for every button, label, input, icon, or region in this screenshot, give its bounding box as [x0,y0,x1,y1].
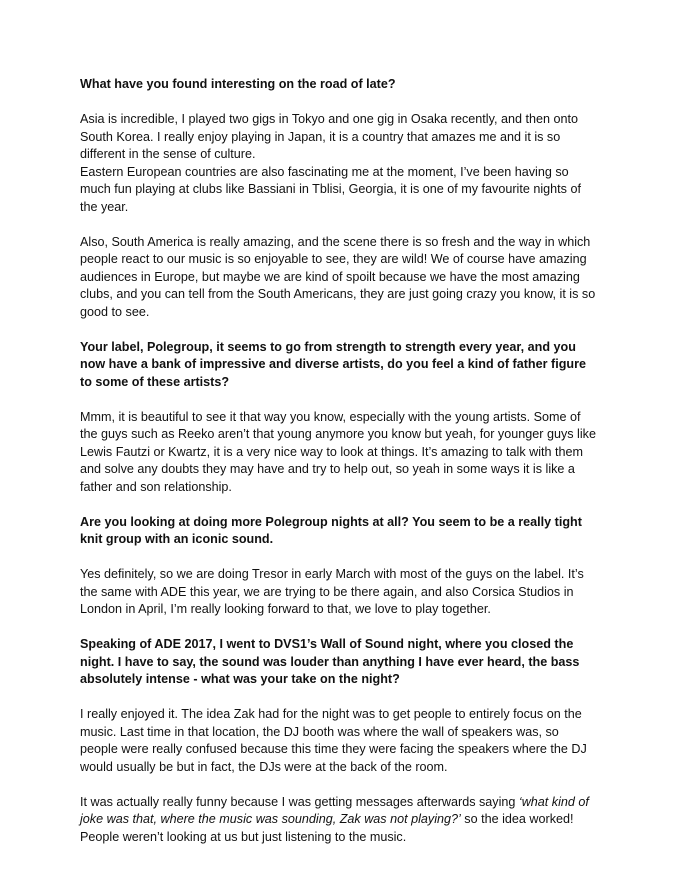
answer-funny-messages-before: It was actually really funny because I was getting messages afterwards saying [80,794,519,809]
question-polegroup-label: Your label, Polegroup, it seems to go from strength to strength every year, and you now have a bank of impressive and diverse artists, do you feel a kind of father figure to some of these artists? [80,339,586,389]
quoted-message: ‘what kind of joke was that, where the music was sounding, Zak was not playing?’ [80,794,589,826]
answer-tresor-ade: Yes definitely, so we are doing Tresor in early March with most of the guys on the label. It’s the same with ADE this year, we are trying to be there again, and also Corsica Studios in London in April, I’m really looking forward to that, we love to play together. [80,567,584,616]
answer-funny-messages-after: so the idea worked! People weren’t looking at us but just listening to the music. [80,812,574,844]
question-ade-2017: Speaking of ADE 2017, I went to DVS1’s Wall of Sound night, where you closed the night. I have to say, the sound was louder than anything I have ever heard, the bass absolutely intense - what was your take on the night? [80,637,580,686]
answer-wall-of-sound: I really enjoyed it. The idea Zak had for the night was to get people to entirely focus on the music. Last time in that location, the DJ booth was where the wall of speakers was, so people were really confused because this time they were facing the speakers where the DJ would usually be but in fact, the DJs were at the back of the room. [80,707,587,774]
answer-eastern-europe: Eastern European countries are also fascinating me at the moment, I’ve been having so much fun playing at clubs like Bassiani in Tblisi, Georgia, it is one of my favourite nights of the year. [80,164,581,214]
answer-asia: Asia is incredible, I played two gigs in Tokyo and one gig in Osaka recently, and then onto South Korea. I really enjoy playing in Japan, it is a country that amazes me and it is so different in the sense of culture. [80,112,578,161]
answer-father-figure: Mmm, it is beautiful to see it that way you know, especially with the young artists. Some of the guys such as Reeko aren’t that young anymore you know but yeah, for younger guys like Lewis Fautzi or Kwartz, it is a very nice way to look at things. It’s amazing to talk with them and solve any doubts they may have and try to help out, so yeah in some ways it is like a father and son relationship. [80,409,596,494]
answer-funny-messages [80,794,600,847]
answer-south-america: Also, South America is really amazing, and the scene there is so fresh and the way in which people react to our music is so enjoyable to see, they are wild! We of course have amazing audiences in Europe, but maybe we are kind of spoilt because we have the most amazing clubs, and you can tell from the South Americans, they are just going crazy you know, it is so good to see. [80,234,596,319]
question-road: What have you found interesting on the road of late? [80,77,396,91]
question-polegroup-nights: Are you looking at doing more Polegroup nights at all? You seem to be a really tight knit group with an iconic sound. [80,514,582,546]
interview-body [80,76,600,846]
